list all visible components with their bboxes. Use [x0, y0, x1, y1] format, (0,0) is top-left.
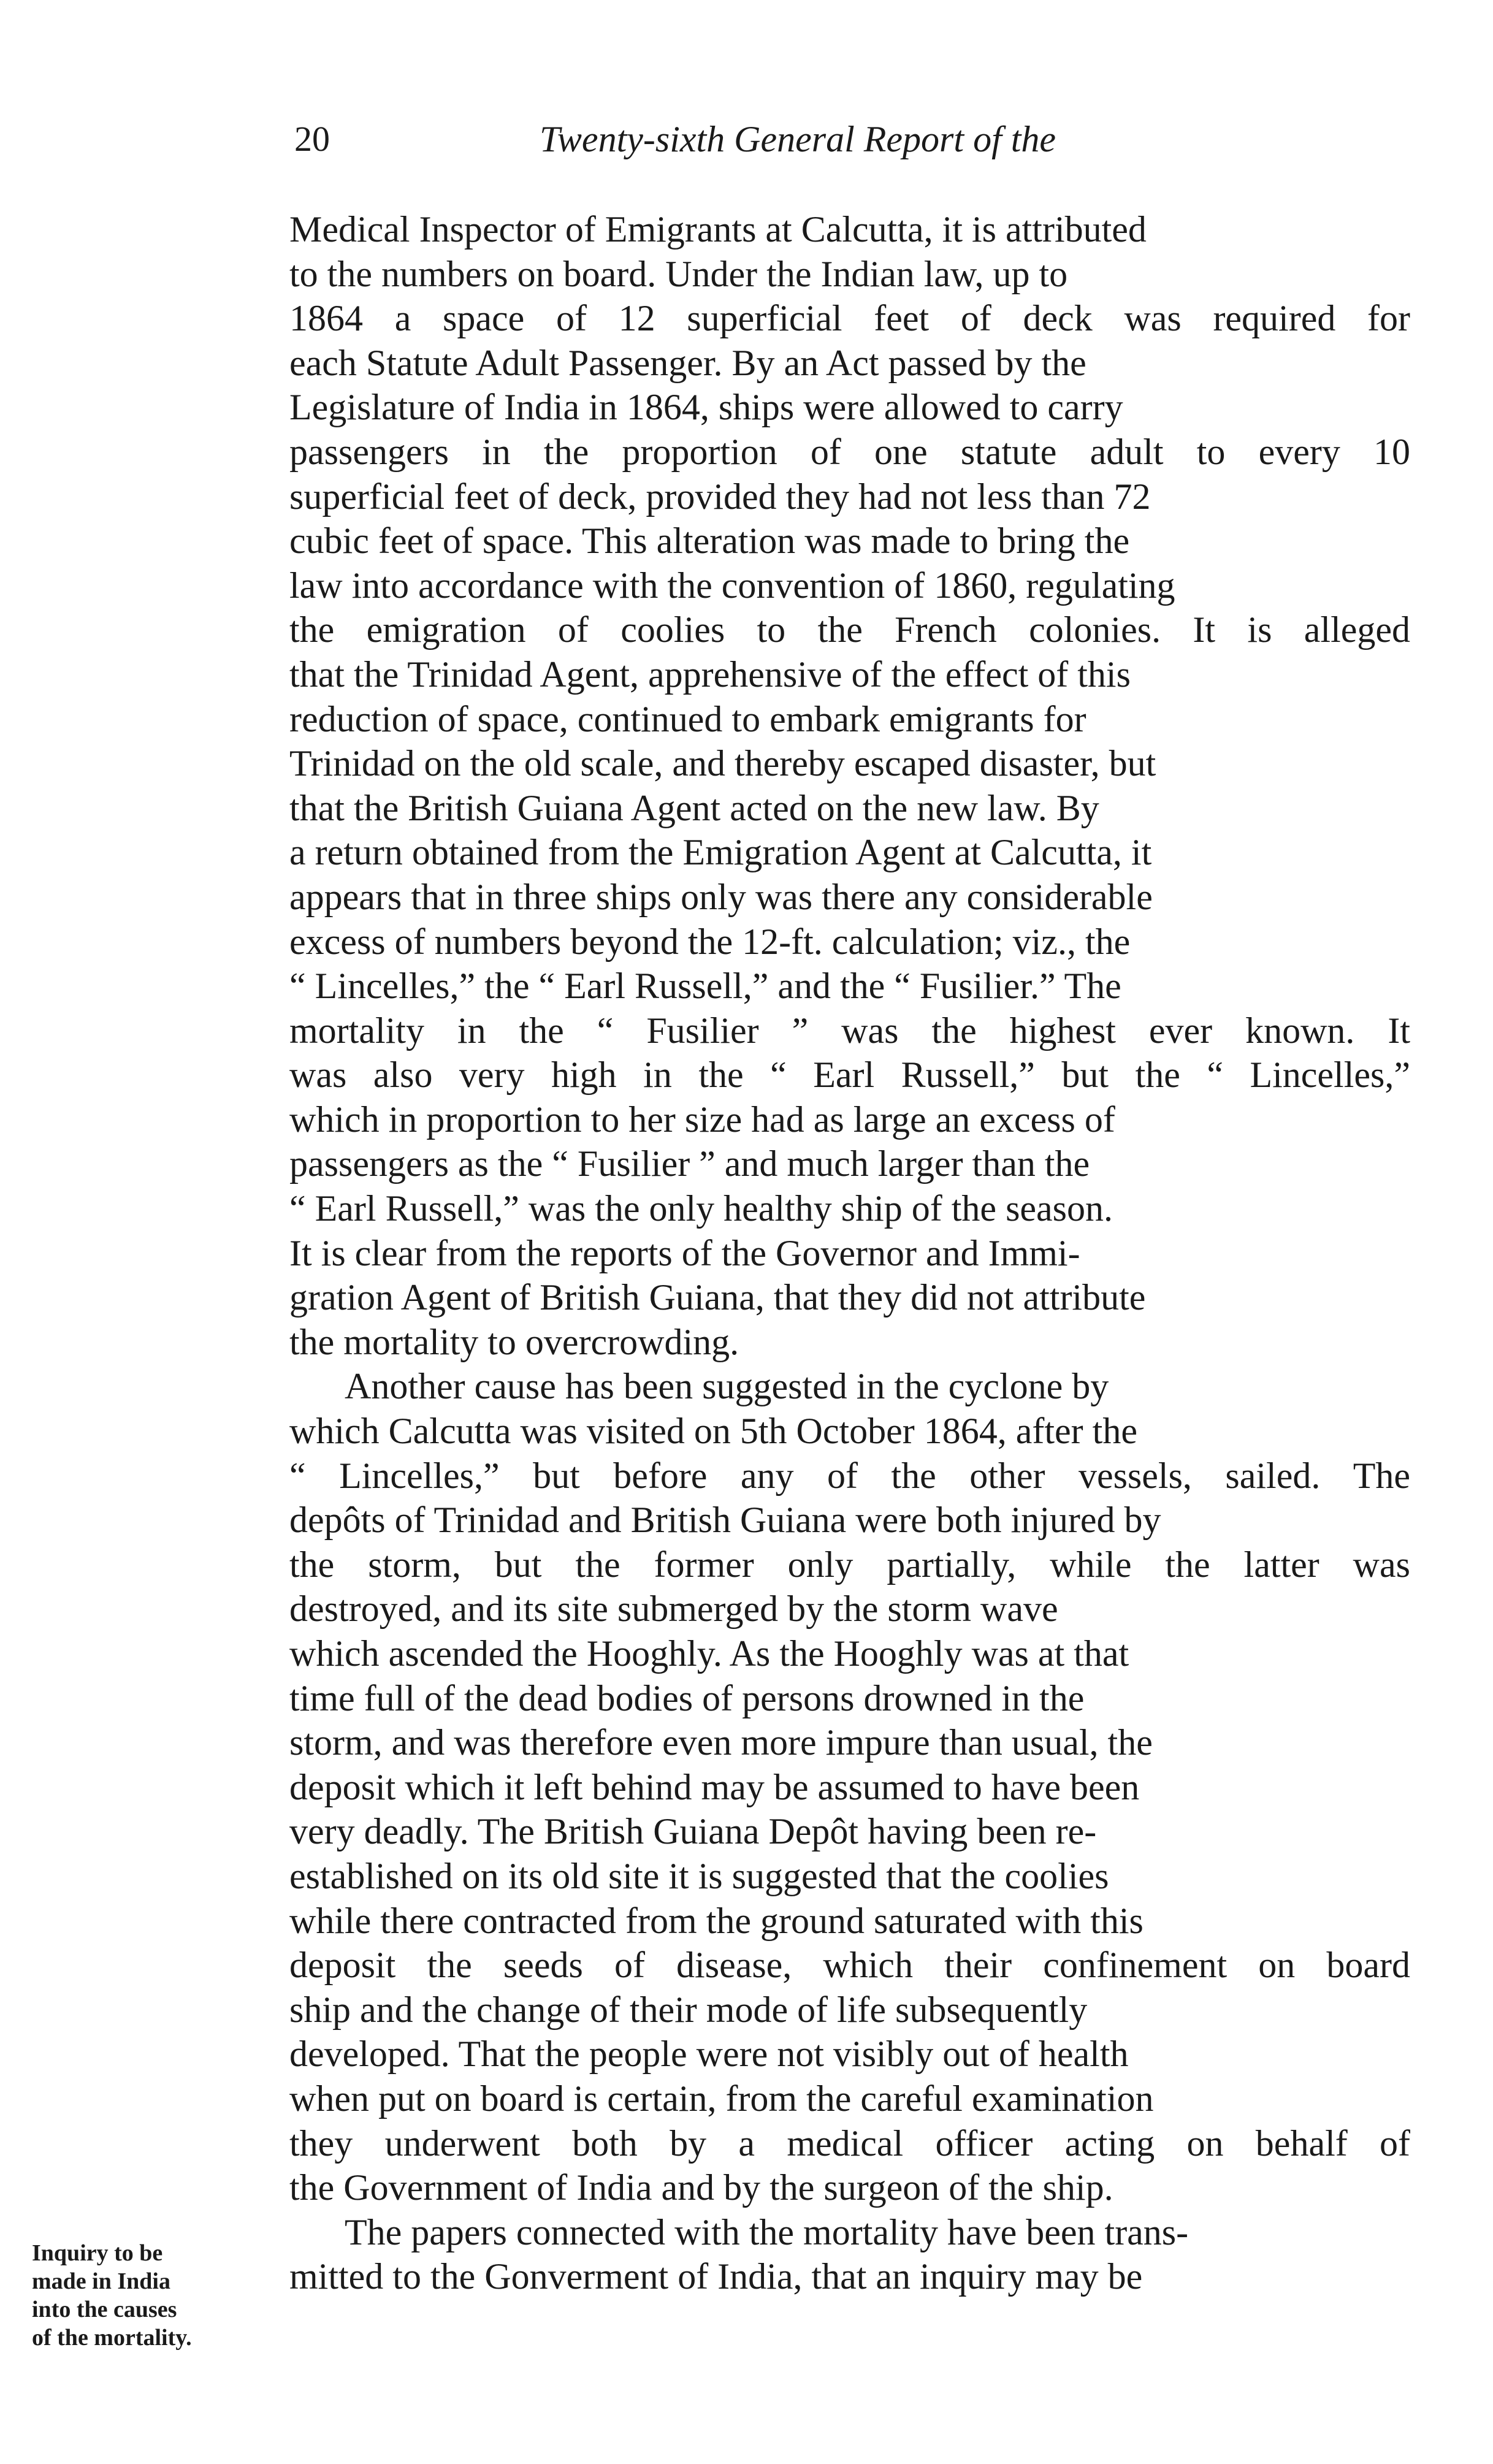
text-line: to the numbers on board. Under the Indian law, up to	[289, 253, 1068, 294]
text-line: The papers connected with the mortality have been trans-	[345, 2211, 1189, 2252]
marginal-note-line: made in India	[32, 2268, 170, 2294]
text-line: reduction of space, continued to embark emigrants for	[289, 698, 1086, 739]
marginal-note-line: Inquiry to be	[32, 2240, 163, 2266]
text-line: ship and the change of their mode of life subsequently	[289, 1989, 1088, 2030]
text-line: a return obtained from the Emigration Agent at Calcutta, it	[289, 832, 1152, 873]
text-line: law into accordance with the convention of 1860, regulating	[289, 565, 1175, 606]
text-line: appears that in three ships only was there any considerable	[289, 876, 1153, 917]
body-text	[289, 207, 1410, 2299]
text-line: mitted to the Gonverment of India, that an inquiry may be	[289, 2256, 1143, 2297]
text-line: which ascended the Hooghly. As the Hooghly was at that	[289, 1633, 1129, 1674]
text-line: that the Trinidad Agent, apprehensive of the effect of this	[289, 654, 1131, 695]
text-line: depôts of Trinidad and British Guiana were both injured by	[289, 1500, 1161, 1541]
paragraph-overcrowding	[289, 207, 1410, 1364]
text-line: was also very high in the “ Earl Russell,” but the “ Lincelles,”	[289, 1055, 1410, 1096]
text-line: Trinidad on the old scale, and thereby escaped disaster, but	[289, 743, 1156, 784]
text-line: passengers as the “ Fusilier ” and much larger than the	[289, 1143, 1090, 1184]
text-line: “ Lincelles,” but before any of the other vessels, sailed. The	[289, 1455, 1410, 1496]
running-title: Twenty-sixth General Report of the	[540, 119, 1056, 159]
text-line: superficial feet of deck, provided they had not less than 72	[289, 476, 1151, 517]
text-line: excess of numbers beyond the 12-ft. calculation; viz., the	[289, 921, 1131, 962]
text-line: they underwent both by a medical officer acting on behalf of	[289, 2123, 1410, 2164]
paragraph-inquiry	[289, 2210, 1410, 2299]
paragraph-cyclone	[289, 1364, 1410, 2210]
text-line: the mortality to overcrowding.	[289, 1321, 739, 1362]
text-line: Another cause has been suggested in the cyclone by	[345, 1366, 1109, 1407]
text-line: passengers in the proportion of one statute adult to every 10	[289, 431, 1410, 472]
marginal-note-line: into the causes	[32, 2297, 177, 2322]
text-line: cubic feet of space. This alteration was made to bring the	[289, 521, 1130, 562]
text-line: that the British Guiana Agent acted on the new law. By	[289, 787, 1099, 828]
text-line: very deadly. The British Guiana Depôt having been re-	[289, 1811, 1097, 1852]
text-line: destroyed, and its site submerged by the storm wave	[289, 1589, 1058, 1630]
text-line: developed. That the people were not visibly out of health	[289, 2034, 1129, 2075]
text-line: the storm, but the former only partially, while the latter was	[289, 1544, 1410, 1585]
running-header	[294, 112, 1177, 167]
text-line: gration Agent of British Guiana, that they did not attribute	[289, 1277, 1146, 1318]
text-line: the emigration of coolies to the French colonies. It is alleged	[289, 609, 1410, 650]
text-line: 1864 a space of 12 superficial feet of deck was required for	[289, 298, 1410, 339]
text-line: established on its old site it is suggested that the coolies	[289, 1855, 1109, 1896]
text-line: while there contracted from the ground saturated with this	[289, 1900, 1144, 1941]
text-line: Legislature of India in 1864, ships were allowed to carry	[289, 387, 1123, 428]
text-line: “ Lincelles,” the “ Earl Russell,” and the “ Fusilier.” The	[289, 966, 1121, 1007]
text-line: mortality in the “ Fusilier ” was the highest ever known. It	[289, 1010, 1410, 1051]
text-line: which in proportion to her size had as large an excess of	[289, 1099, 1115, 1140]
text-line: “ Earl Russell,” was the only healthy ship of the season.	[289, 1188, 1113, 1229]
marginal-note-line: of the mortality.	[32, 2325, 192, 2351]
text-line: the Government of India and by the surgeon of the ship.	[289, 2167, 1113, 2208]
text-line: time full of the dead bodies of persons drowned in the	[289, 1677, 1085, 1718]
marginal-note	[32, 2239, 277, 2352]
text-line: when put on board is certain, from the careful examination	[289, 2078, 1154, 2119]
text-line: deposit which it left behind may be assumed to have been	[289, 1766, 1140, 1807]
text-line: storm, and was therefore even more impure than usual, the	[289, 1722, 1153, 1763]
text-line: It is clear from the reports of the Governor and Immi-	[289, 1232, 1080, 1273]
text-line: each Statute Adult Passenger. By an Act passed by the	[289, 342, 1086, 383]
text-line: which Calcutta was visited on 5th October 1864, after the	[289, 1411, 1137, 1452]
text-line: deposit the seeds of disease, which their confinement on board	[289, 1945, 1410, 1986]
text-line: Medical Inspector of Emigrants at Calcutta, it is attributed	[289, 209, 1147, 250]
page-number: 20	[294, 119, 330, 159]
